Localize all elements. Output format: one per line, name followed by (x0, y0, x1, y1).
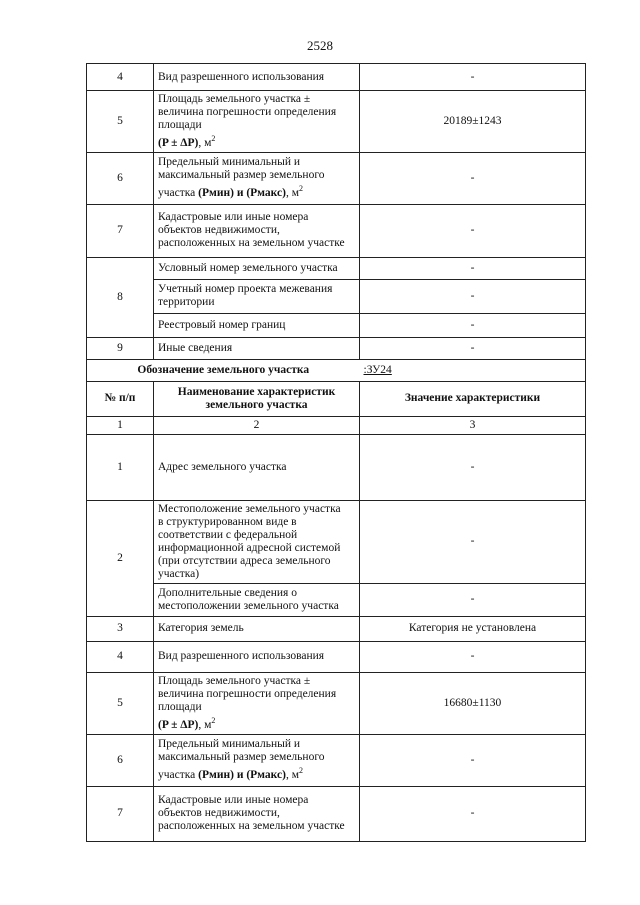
index-cell: 2 (154, 416, 360, 434)
header-row (87, 381, 586, 416)
characteristic-name: Предельный минимальный и максимальный размер земельного участка (Рмин) и (Рмакс), $м^2$ (154, 734, 360, 786)
table-row (87, 337, 586, 359)
row-number: 2 (87, 500, 154, 616)
row-number: 9 (87, 337, 154, 359)
characteristic-name: Иные сведения (154, 337, 360, 359)
land-plot-table (86, 63, 586, 842)
characteristic-value: 20189±1243 (360, 91, 586, 153)
characteristic-name: Дополнительные сведения о местоположении земельного участка (154, 583, 360, 616)
header-value: Значение характеристики (360, 381, 586, 416)
characteristic-value: - (360, 257, 586, 279)
characteristic-value: - (360, 786, 586, 841)
row-number: 3 (87, 616, 154, 641)
table-row (87, 641, 586, 672)
characteristic-name: Реестровый номер границ (154, 313, 360, 337)
index-cell: 3 (360, 416, 586, 434)
characteristic-name: Местоположение земельного участка в структурированном виде в соответствии с федеральной информационной адресной системой (при отсутствии адреса земельного участка) (154, 500, 360, 583)
characteristic-name: Категория земель (154, 616, 360, 641)
header-name: Наименование характеристик земельного участка (154, 381, 360, 416)
designation-label: Обозначение земельного участка (87, 359, 360, 381)
row-number: 6 (87, 152, 154, 204)
characteristic-name: Кадастровые или иные номера объектов недвижимости, расположенных на земельном участке (154, 204, 360, 257)
row-number: 7 (87, 204, 154, 257)
characteristic-value: - (360, 434, 586, 500)
table-row (87, 734, 586, 786)
table-row (87, 786, 586, 841)
table-row (87, 672, 586, 734)
characteristic-value: 16680±1130 (360, 672, 586, 734)
characteristic-name: Вид разрешенного использования (154, 641, 360, 672)
row-number: 6 (87, 734, 154, 786)
row-number: 8 (87, 257, 154, 337)
characteristic-name: Адрес земельного участка (154, 434, 360, 500)
characteristic-value: - (360, 152, 586, 204)
characteristic-name: Учетный номер проекта межевания территории (154, 279, 360, 313)
characteristic-name: Площадь земельного участка ± величина погрешности определения площади (P ± ΔP), $м^2$ (154, 91, 360, 153)
index-cell: 1 (87, 416, 154, 434)
table-row (87, 279, 586, 313)
characteristic-value: - (360, 313, 586, 337)
row-number: 7 (87, 786, 154, 841)
characteristic-name: Условный номер земельного участка (154, 257, 360, 279)
table-row (87, 616, 586, 641)
index-row (87, 416, 586, 434)
characteristic-value: - (360, 204, 586, 257)
table-row (87, 583, 586, 616)
row-number: 5 (87, 91, 154, 153)
characteristic-value: - (360, 641, 586, 672)
table-row (87, 64, 586, 91)
characteristic-name: Площадь земельного участка ± величина погрешности определения площади (P ± ΔP), $м^2$ (154, 672, 360, 734)
characteristic-value: - (360, 279, 586, 313)
characteristic-value: - (360, 583, 586, 616)
characteristic-value: - (360, 500, 586, 583)
designation-value: :ЗУ24 (360, 359, 586, 381)
characteristic-name: Предельный минимальный и максимальный размер земельного участка (Рмин) и (Рмакс), $м^2$ (154, 152, 360, 204)
row-number: 5 (87, 672, 154, 734)
table-row (87, 434, 586, 500)
table-row (87, 313, 586, 337)
characteristic-value: - (360, 734, 586, 786)
row-number: 4 (87, 64, 154, 91)
characteristic-value: - (360, 64, 586, 91)
characteristic-name: Вид разрешенного использования (154, 64, 360, 91)
designation-row (87, 359, 586, 381)
characteristic-name: Кадастровые или иные номера объектов недвижимости, расположенных на земельном участке (154, 786, 360, 841)
table-row (87, 91, 586, 153)
characteristic-value: Категория не установлена (360, 616, 586, 641)
table-row (87, 500, 586, 583)
header-number: № п/п (87, 381, 154, 416)
table-row (87, 257, 586, 279)
table-row (87, 204, 586, 257)
page-number: 2528 (307, 38, 333, 53)
row-number: 1 (87, 434, 154, 500)
row-number: 4 (87, 641, 154, 672)
characteristic-value: - (360, 337, 586, 359)
table-row (87, 152, 586, 204)
